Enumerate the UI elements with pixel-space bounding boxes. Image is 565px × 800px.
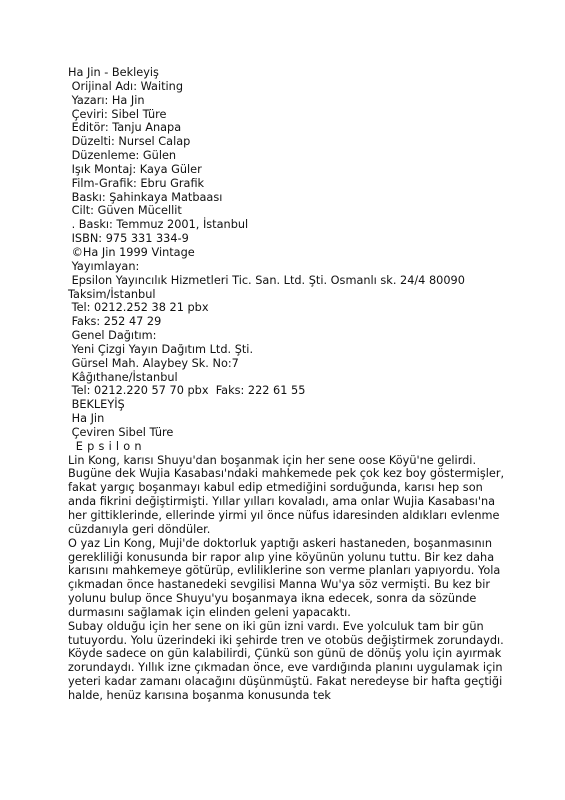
credit-line: Faks: 252 47 29 — [68, 315, 162, 329]
credit-line: Taksim/İstanbul — [68, 287, 156, 301]
credit-line: Çeviri: Sibel Türe — [68, 107, 167, 121]
credit-line: Genel Dağıtım: — [68, 329, 157, 343]
credit-line: Düzelti: Nursel Calap — [68, 135, 191, 149]
paragraph: O yaz Lin Kong, Muji'de doktorluk yaptığı askeri hastaneden, boşanmasının gerekliliği konusunda bir rapor alıp yine köyünün yolunu tuttu. Bir kez daha karısını mahkemeye götürüp, evliliklerine son verme planları yapıyordu. Yola çıkmadan önce hastanedeki sevgilisi Manna Wu'ya söz vermişti. Bu kez bir yolunu bulup önce Shuyu'yu boşanmaya ikna edecek, sonra da sözünde durmasını sağlamak için elinden geleni yapacaktı. — [68, 536, 501, 619]
credit-line: ISBN: 975 331 334-9 — [68, 232, 189, 246]
credit-line: Ha Jin - Bekleyiş — [68, 66, 159, 79]
credits-block — [68, 66, 508, 454]
credit-line: Baskı: Şahinkaya Matbaası — [68, 190, 223, 204]
translator-line: Çeviren Sibel Türe — [68, 425, 174, 439]
publisher-mark: Epsilon — [68, 439, 146, 453]
credit-line: Orijinal Adı: Waiting — [68, 79, 183, 93]
author-name: Ha Jin — [68, 412, 105, 426]
credit-line: Film-Grafik: Ebru Grafik — [68, 176, 205, 190]
document-body — [68, 66, 508, 703]
credit-line: Gürsel Mah. Alaybey Sk. No:7 — [68, 356, 239, 370]
credit-line: Düzenleme: Gülen — [68, 149, 177, 163]
credit-line: Yeni Çizgi Yayın Dağıtım Ltd. Şti. — [68, 342, 254, 356]
credit-line: Tel: 0212.220 57 70 pbx Faks: 222 61 55 — [68, 384, 306, 398]
credit-line: ©Ha Jin 1999 Vintage — [68, 245, 195, 259]
credit-line: . Baskı: Temmuz 2001, İstanbul — [68, 218, 249, 232]
credit-line: Yayımlayan: — [68, 259, 140, 273]
credit-line: Epsilon Yayıncılık Hizmetleri Tic. San. Ltd. Şti. Osmanlı sk. 24/4 80090 — [68, 273, 465, 287]
paragraph: Lin Kong, karısı Shuyu'dan boşanmak için her sene oose Köyü'ne gelirdi. Bugüne dek Wujia Kasabası'ndaki mahkemede pek çok kez boy göstermişler, fakat yargıç boşanmayı kabul edip etmediğini sorduğunda, karısı hep son anda fikrini değiştirmişti. Yıllar yılları kovaladı, ama onlar Wujia Kasabası'na her gittiklerinde, ellerinde yirmi yıl önce nüfus idaresinden aldıkları evlenme cüzdanıyla geri döndüler. — [68, 453, 505, 536]
book-title: BEKLEYİŞ — [68, 398, 125, 412]
credit-line: Işık Montaj: Kaya Güler — [68, 162, 202, 176]
paragraph: Subay olduğu için her sene on iki gün izni vardı. Eve yolculuk tam bir gün tutuyordu. Yolu üzerindeki iki şehirde tren ve otobüs değiştirmek zorundaydı. Köyde sadece on gün kalabilirdi, Çünkü son günü de dönüş yolu için ayırmak zorundaydı. Yıllık izne çıkmadan önce, eve vardığında planını uygulamak için yeteri kadar zamanı olacağını düşünmüştü. Fakat neredeyse bir hafta geçtiği halde, henüz karısına boşanma konusunda tek — [68, 619, 504, 702]
credit-line: Cilt: Güven Mücellit — [68, 204, 182, 218]
credit-line: Editör: Tanju Anapa — [68, 121, 182, 135]
credit-line: Kâğıthane/İstanbul — [68, 370, 178, 384]
credit-line: Yazarı: Ha Jin — [68, 93, 145, 107]
credit-line: Tel: 0212.252 38 21 pbx — [68, 301, 209, 315]
story-text — [68, 454, 508, 703]
